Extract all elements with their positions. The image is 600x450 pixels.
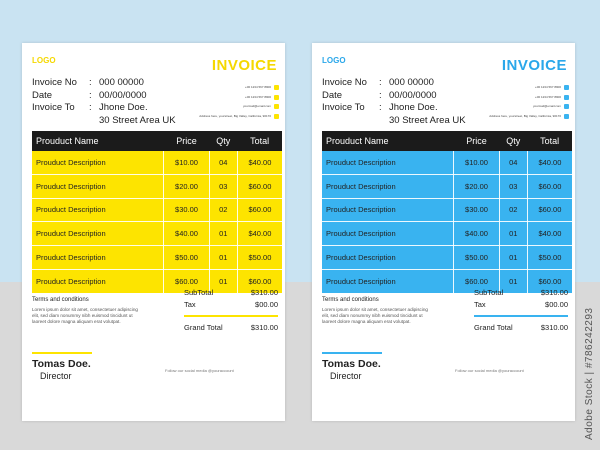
column-header: Total (237, 131, 282, 151)
client-address: 30 Street Area UK (99, 114, 176, 126)
table-cell: Prouduct Description (322, 151, 454, 174)
table-cell: Prouduct Description (322, 198, 454, 222)
phone-icon (274, 95, 279, 100)
client-name: Jhone Doe. (389, 102, 438, 113)
contact-block (489, 83, 569, 121)
stock-watermark: Adobe Stock | #786242293 (584, 307, 595, 440)
table-cell: $20.00 (454, 174, 500, 198)
table-cell: $60.00 (527, 198, 572, 222)
logo-text: LOGO (32, 56, 56, 65)
table-cell: $10.00 (454, 151, 500, 174)
grand-total-label: Grand Total (474, 322, 513, 332)
table-row (322, 222, 572, 246)
table-row (322, 151, 572, 174)
table-cell: Prouduct Description (32, 222, 164, 246)
table-cell: $60.00 (164, 269, 210, 293)
table-cell: $60.00 (237, 174, 282, 198)
date-label: Date (322, 89, 343, 101)
totals-block (474, 286, 568, 333)
table-cell: Prouduct Description (322, 174, 454, 198)
mail-icon (274, 104, 279, 109)
signer-name: Tomas Doe. (32, 358, 91, 370)
table-cell: $40.00 (237, 151, 282, 174)
invoice-title: INVOICE (501, 57, 567, 74)
table-cell: $40.00 (237, 222, 282, 246)
table-cell: 02 (499, 198, 527, 222)
table-cell: 01 (499, 246, 527, 270)
subtotal-value: $310.00 (250, 287, 278, 297)
contact-row (489, 83, 569, 93)
contact-text: yourmail@email.com (532, 104, 561, 109)
contact-text: +00 1234 567 8900 (535, 85, 561, 90)
table-cell: Prouduct Description (322, 222, 454, 246)
terms-block (32, 297, 144, 325)
location-icon (274, 114, 279, 119)
tax-value: $00.00 (545, 299, 568, 309)
table-cell: $50.00 (164, 246, 210, 270)
colon: : (379, 89, 382, 101)
table-cell: Prouduct Description (322, 246, 454, 270)
table-row (32, 198, 282, 222)
contact-row (199, 112, 279, 122)
table-row (32, 174, 282, 198)
totals-divider (184, 315, 278, 317)
client-address: 30 Street Area UK (389, 114, 466, 126)
table-cell: $60.00 (237, 269, 282, 293)
table-header-row (322, 131, 572, 151)
table-cell: 03 (499, 174, 527, 198)
contact-block (199, 83, 279, 121)
items-table (32, 131, 282, 294)
phone-icon (564, 95, 569, 100)
table-cell: 04 (209, 151, 237, 174)
invoice-no-label: Invoice No (322, 77, 367, 88)
signer-name: Tomas Doe. (322, 358, 381, 370)
table-row (32, 222, 282, 246)
grand-total-label: Grand Total (184, 322, 223, 332)
tax-value: $00.00 (255, 299, 278, 309)
terms-heading: Terms and conditions (322, 297, 379, 303)
invoice-title: INVOICE (211, 57, 277, 74)
client-name: Jhone Doe. (99, 102, 148, 113)
signature-line (32, 352, 92, 354)
table-row (32, 151, 282, 174)
colon: : (89, 89, 92, 101)
table-row (32, 246, 282, 270)
logo-text: LOGO (322, 56, 346, 65)
table-cell: 01 (209, 269, 237, 293)
tax-label: Tax (184, 299, 196, 309)
social-media-note: Follow our social media @youraccount (165, 368, 234, 373)
column-header: Prouduct Name (322, 131, 454, 151)
contact-text: yourmail@email.com (242, 104, 271, 109)
table-cell: $40.00 (527, 222, 572, 246)
invoice-no-value: 000 00000 (389, 77, 434, 88)
tax-label: Tax (474, 299, 486, 309)
table-cell: Prouduct Description (32, 174, 164, 198)
table-row (322, 246, 572, 270)
table-cell: 01 (499, 222, 527, 246)
table-cell: 01 (209, 246, 237, 270)
table-cell: $40.00 (527, 151, 572, 174)
table-cell: Prouduct Description (32, 246, 164, 270)
contact-text: Address here, yourstreet, Big Valley, California, 90170 (489, 113, 561, 118)
table-row (322, 174, 572, 198)
table-cell: 04 (499, 151, 527, 174)
table-cell: Prouduct Description (32, 269, 164, 293)
invoice-sheet-1 (22, 43, 285, 421)
contact-text: Address here, yourstreet, Big Valley, California, 90170 (199, 113, 271, 118)
terms-text: Lorem ipsum dolor sit amet, consectetuer adipiscing elit, sed diam nonummy nibh euismod tincidunt ut laoreet dolore magna aliquam erat volutpat. (322, 307, 428, 324)
contact-text: +00 1234 567 8900 (245, 85, 271, 90)
invoice-sheet-2 (312, 43, 575, 421)
invoice-no-value: 000 00000 (99, 77, 144, 88)
colon: : (89, 77, 92, 88)
column-header: Qty (209, 131, 237, 151)
subtotal-label: SubTotal (474, 287, 504, 297)
table-cell: Prouduct Description (32, 151, 164, 174)
column-header: Qty (499, 131, 527, 151)
invoice-meta (32, 77, 176, 127)
totals-divider (474, 315, 568, 317)
contact-row (199, 102, 279, 112)
column-header: Prouduct Name (32, 131, 164, 151)
subtotal-value: $310.00 (540, 287, 568, 297)
grand-total-value: $310.00 (250, 322, 278, 332)
table-cell: 01 (499, 269, 527, 293)
phone-icon (274, 85, 279, 90)
colon: : (379, 102, 382, 113)
signer-role: Director (330, 371, 362, 381)
items-table (322, 131, 572, 294)
terms-heading: Terms and conditions (32, 297, 89, 303)
invoice-no-label: Invoice No (32, 77, 77, 88)
subtotal-label: SubTotal (184, 287, 214, 297)
table-cell: $50.00 (454, 246, 500, 270)
contact-row (489, 112, 569, 122)
table-cell: $20.00 (164, 174, 210, 198)
date-label: Date (32, 89, 53, 101)
location-icon (564, 114, 569, 119)
terms-block (322, 297, 434, 325)
table-cell: 01 (209, 222, 237, 246)
grand-total-value: $310.00 (540, 322, 568, 332)
table-header-row (32, 131, 282, 151)
invoice-to-label: Invoice To (322, 102, 365, 113)
contact-row (199, 83, 279, 93)
table-cell: $10.00 (164, 151, 210, 174)
signature-line (322, 352, 382, 354)
invoice-meta (322, 77, 466, 127)
signer-role: Director (40, 371, 72, 381)
table-cell: $60.00 (527, 174, 572, 198)
contact-text: +00 1234 567 8900 (245, 94, 271, 99)
contact-row (489, 102, 569, 112)
table-cell: $30.00 (454, 198, 500, 222)
mail-icon (564, 104, 569, 109)
totals-block (184, 286, 278, 333)
column-header: Price (454, 131, 500, 151)
table-cell: $60.00 (527, 269, 572, 293)
table-cell: $40.00 (454, 222, 500, 246)
table-cell: Prouduct Description (32, 198, 164, 222)
date-value: 00/00/0000 (389, 89, 437, 101)
column-header: Total (527, 131, 572, 151)
table-cell: $60.00 (454, 269, 500, 293)
table-row (322, 198, 572, 222)
date-value: 00/00/0000 (99, 89, 147, 101)
colon: : (379, 77, 382, 88)
table-cell: Prouduct Description (322, 269, 454, 293)
column-header: Price (164, 131, 210, 151)
contact-text: +00 1234 567 8900 (535, 94, 561, 99)
contact-row (489, 93, 569, 103)
phone-icon (564, 85, 569, 90)
social-media-note: Follow our social media @youraccount (455, 368, 524, 373)
table-cell: $50.00 (527, 246, 572, 270)
table-cell: 03 (209, 174, 237, 198)
contact-row (199, 93, 279, 103)
table-cell: $50.00 (237, 246, 282, 270)
table-cell: 02 (209, 198, 237, 222)
table-cell: $40.00 (164, 222, 210, 246)
invoice-to-label: Invoice To (32, 102, 75, 113)
terms-text: Lorem ipsum dolor sit amet, consectetuer adipiscing elit, sed diam nonummy nibh euismod tincidunt ut laoreet dolore magna aliquam erat volutpat. (32, 307, 138, 324)
table-cell: $30.00 (164, 198, 210, 222)
colon: : (89, 102, 92, 113)
table-cell: $60.00 (237, 198, 282, 222)
